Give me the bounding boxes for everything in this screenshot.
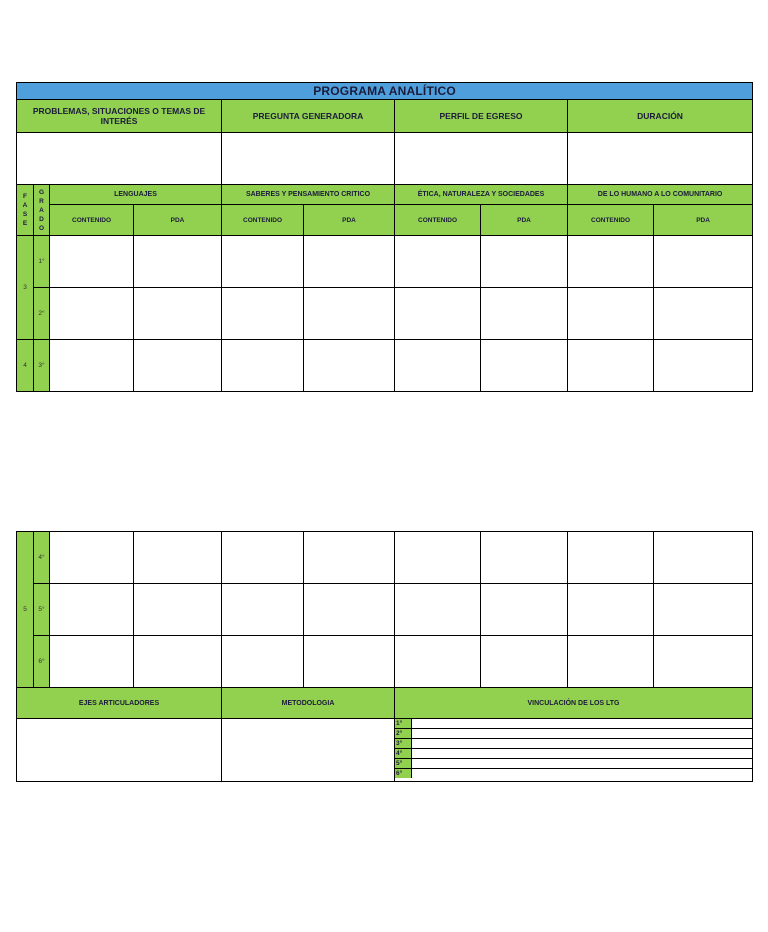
grid-cell[interactable]	[50, 340, 134, 392]
campo-lenguajes: LENGUAJES	[50, 185, 222, 205]
pregunta-input-cell[interactable]	[222, 133, 395, 185]
vinculacion-ltg-cell	[395, 719, 753, 782]
ejes-articuladores-header: EJES ARTICULADORES	[17, 688, 222, 719]
grid-cell[interactable]	[134, 340, 222, 392]
ltg-grade-label: 4°	[395, 749, 411, 759]
grado-5-cell: 5°	[34, 584, 50, 636]
ltg-grade-label: 1°	[395, 719, 411, 729]
grid-cell[interactable]	[481, 236, 568, 288]
ltg-grade-field[interactable]	[411, 769, 752, 779]
header-perfil-egreso: PERFIL DE EGRESO	[395, 100, 568, 133]
perfil-input-cell[interactable]	[395, 133, 568, 185]
contenido-header: CONTENIDO	[222, 205, 304, 236]
grid-cell[interactable]	[134, 636, 222, 688]
grid-cell[interactable]	[304, 340, 395, 392]
grid-cell[interactable]	[395, 532, 481, 584]
ltg-grade-label: 2°	[395, 729, 411, 739]
ltg-grade-list	[395, 719, 752, 778]
fase-4-cell: 4	[17, 340, 34, 392]
contenido-header: CONTENIDO	[395, 205, 481, 236]
duracion-input-cell[interactable]	[568, 133, 753, 185]
pda-header: PDA	[654, 205, 753, 236]
campo-humano: DE LO HUMANO A LO COMUNITARIO	[568, 185, 753, 205]
grid-cell[interactable]	[222, 340, 304, 392]
ltg-grade-field[interactable]	[411, 729, 752, 739]
pda-header: PDA	[304, 205, 395, 236]
grid-cell[interactable]	[395, 636, 481, 688]
grid-cell[interactable]	[395, 288, 481, 340]
header-problemas: PROBLEMAS, SITUACIONES O TEMAS DE INTERÉS	[17, 100, 222, 133]
grid-cell[interactable]	[50, 532, 134, 584]
ltg-grade-field[interactable]	[411, 749, 752, 759]
grid-cell[interactable]	[222, 532, 304, 584]
grid-cell[interactable]	[395, 584, 481, 636]
grid-cell[interactable]	[568, 236, 654, 288]
ltg-grade-label: 3°	[395, 739, 411, 749]
fase-3-cell: 3	[17, 236, 34, 340]
grid-cell[interactable]	[50, 584, 134, 636]
ltg-grade-label: 5°	[395, 759, 411, 769]
problemas-input-cell[interactable]	[17, 133, 222, 185]
grado-3-cell: 3°	[34, 340, 50, 392]
grid-cell[interactable]	[222, 584, 304, 636]
grado-2-cell: 2°	[34, 288, 50, 340]
grid-cell[interactable]	[395, 340, 481, 392]
metodologia-input-cell[interactable]	[222, 719, 395, 782]
grid-cell[interactable]	[222, 288, 304, 340]
grid-cell[interactable]	[654, 236, 753, 288]
grid-cell[interactable]	[50, 236, 134, 288]
grado-1-cell: 1°	[34, 236, 50, 288]
grid-cell[interactable]	[654, 636, 753, 688]
grid-cell[interactable]	[304, 584, 395, 636]
campo-etica: ÉTICA, NATURALEZA Y SOCIEDADES	[395, 185, 568, 205]
grado-header: G R A D O	[34, 185, 50, 236]
fase-5-cell: 5	[17, 532, 34, 688]
grid-cell[interactable]	[481, 584, 568, 636]
grid-cell[interactable]	[50, 288, 134, 340]
ltg-grade-field[interactable]	[411, 719, 752, 729]
grid-cell[interactable]	[304, 636, 395, 688]
grid-cell[interactable]	[481, 288, 568, 340]
pda-header: PDA	[134, 205, 222, 236]
grid-cell[interactable]	[395, 236, 481, 288]
grid-cell[interactable]	[481, 340, 568, 392]
programa-analitico-table	[16, 82, 753, 392]
fase-header: F A S E	[17, 185, 34, 236]
grid-cell[interactable]	[568, 636, 654, 688]
grid-cell[interactable]	[568, 340, 654, 392]
grid-cell[interactable]	[222, 636, 304, 688]
vinculacion-ltg-header: VINCULACIÓN DE LOS LTG	[395, 688, 753, 719]
ltg-grade-field[interactable]	[411, 759, 752, 769]
grid-cell[interactable]	[568, 584, 654, 636]
grid-cell[interactable]	[654, 288, 753, 340]
contenido-header: CONTENIDO	[50, 205, 134, 236]
grid-cell[interactable]	[304, 532, 395, 584]
grid-cell[interactable]	[222, 236, 304, 288]
grid-cell[interactable]	[304, 236, 395, 288]
header-duracion: DURACIÓN	[568, 100, 753, 133]
ltg-grade-label: 6°	[395, 769, 411, 779]
pda-header: PDA	[481, 205, 568, 236]
grid-cell[interactable]	[654, 532, 753, 584]
grid-cell[interactable]	[134, 532, 222, 584]
grid-cell[interactable]	[50, 636, 134, 688]
header-pregunta-generadora: PREGUNTA GENERADORA	[222, 100, 395, 133]
grid-cell[interactable]	[134, 288, 222, 340]
metodologia-header: METODOLOGIA	[222, 688, 395, 719]
grid-cell[interactable]	[654, 340, 753, 392]
grid-cell[interactable]	[481, 532, 568, 584]
campo-saberes: SABERES Y PENSAMIENTO CRITICO	[222, 185, 395, 205]
programa-analitico-continuation-table	[16, 531, 753, 782]
ltg-grade-field[interactable]	[411, 739, 752, 749]
grid-cell[interactable]	[134, 584, 222, 636]
grid-cell[interactable]	[568, 288, 654, 340]
grid-cell[interactable]	[654, 584, 753, 636]
grid-cell[interactable]	[481, 636, 568, 688]
ejes-input-cell[interactable]	[17, 719, 222, 782]
page-title: PROGRAMA ANALÍTICO	[17, 83, 753, 100]
grado-4-cell: 4°	[34, 532, 50, 584]
contenido-header: CONTENIDO	[568, 205, 654, 236]
grid-cell[interactable]	[568, 532, 654, 584]
grid-cell[interactable]	[304, 288, 395, 340]
grid-cell[interactable]	[134, 236, 222, 288]
grado-6-cell: 6°	[34, 636, 50, 688]
